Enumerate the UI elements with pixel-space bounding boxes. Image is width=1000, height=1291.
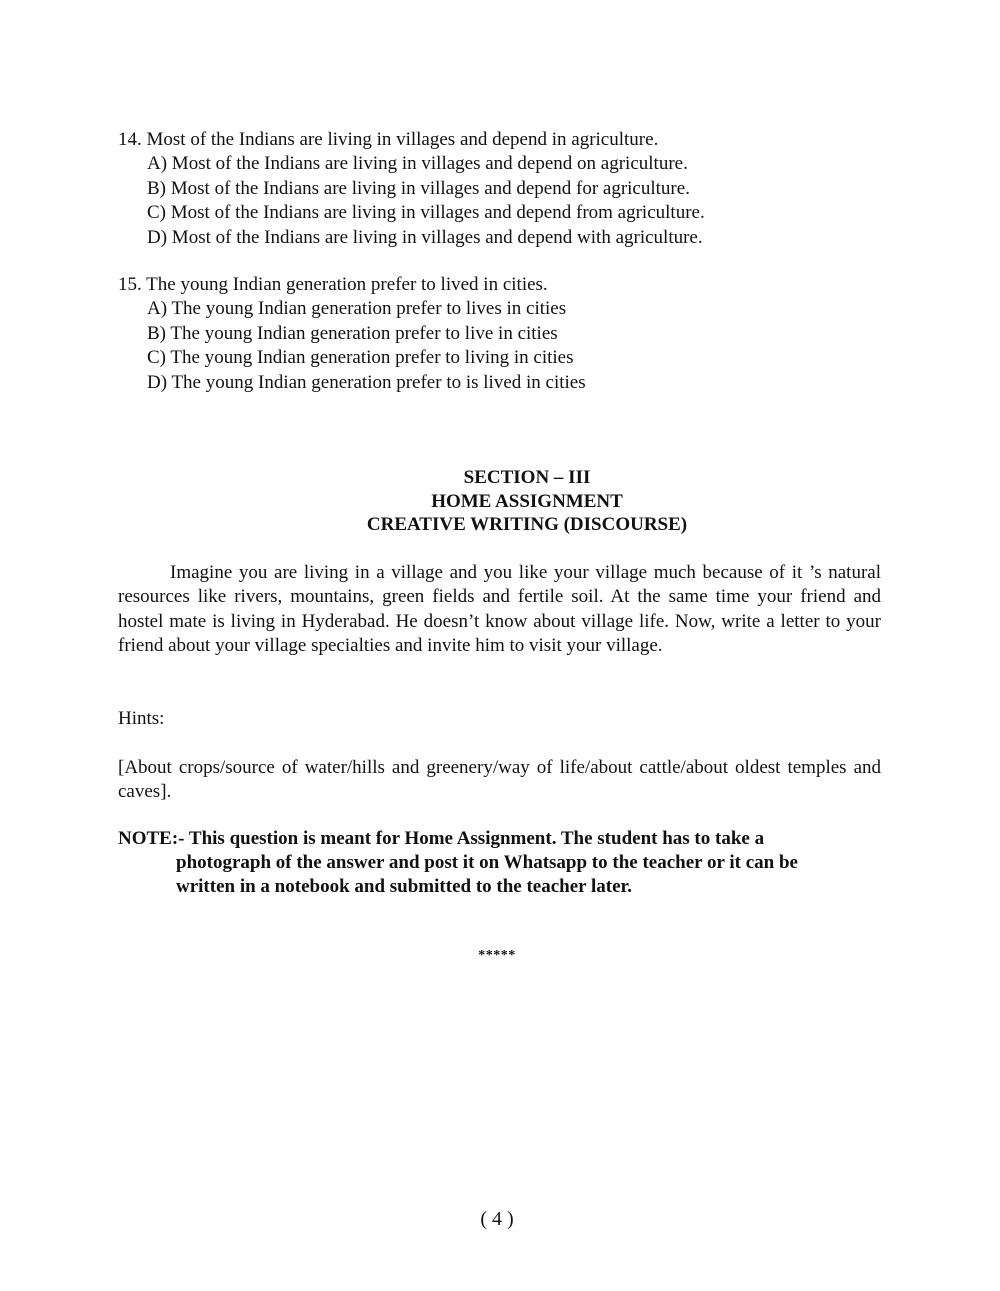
question-text: The young Indian generation prefer to lived in cities. <box>146 274 548 295</box>
question-number: 15. <box>118 274 142 295</box>
end-marker: ***** <box>478 948 516 963</box>
note-line-1: NOTE:- This question is meant for Home Assignment. The student has to take a <box>118 828 765 849</box>
hints-label: Hints: <box>118 708 165 729</box>
section-subtitle: HOME ASSIGNMENT <box>431 490 623 512</box>
note-line-2: photograph of the answer and post it on Whatsapp to the teacher or it can be <box>176 851 798 873</box>
option-b: B) The young Indian generation prefer to live in cities <box>147 322 558 344</box>
note-line-3: written in a notebook and submitted to the teacher later. <box>176 875 632 897</box>
option-a: A) Most of the Indians are living in villages and depend on agriculture. <box>147 153 688 175</box>
question-stem <box>118 273 586 297</box>
note-block <box>118 827 863 898</box>
question-text: Most of the Indians are living in villages and depend in agriculture. <box>146 129 659 150</box>
option-b: B) Most of the Indians are living in villages and depend for agriculture. <box>147 177 690 199</box>
option-c: C) The young Indian generation prefer to living in cities <box>147 347 574 369</box>
section-heading <box>0 466 1000 537</box>
option-d: D) The young Indian generation prefer to is lived in cities <box>147 371 586 393</box>
question-14 <box>118 128 705 250</box>
prompt-paragraph: Imagine you are living in a village and you like your village much because of it ’s natural resources like rivers, mountains, green fields and fertile soil. At the same time your friend and hostel mate is living in Hyderabad. He doesn’t know about village life. Now, write a letter to your friend about your village specialties and invite him to visit your village. <box>118 562 881 657</box>
question-number: 14. <box>118 129 142 150</box>
section-topic: CREATIVE WRITING (DISCOURSE) <box>366 514 688 535</box>
question-stem <box>118 128 705 152</box>
page-number: ( 4 ) <box>480 1208 514 1230</box>
hints-text: [About crops/source of water/hills and greenery/way of life/about cattle/about oldest temples and caves]. <box>118 757 881 803</box>
section-title: SECTION – III <box>463 467 591 488</box>
question-15 <box>118 273 586 395</box>
option-d: D) Most of the Indians are living in villages and depend with agriculture. <box>147 226 703 248</box>
option-a: A) The young Indian generation prefer to lives in cities <box>147 298 567 320</box>
option-c: C) Most of the Indians are living in villages and depend from agriculture. <box>147 202 705 224</box>
